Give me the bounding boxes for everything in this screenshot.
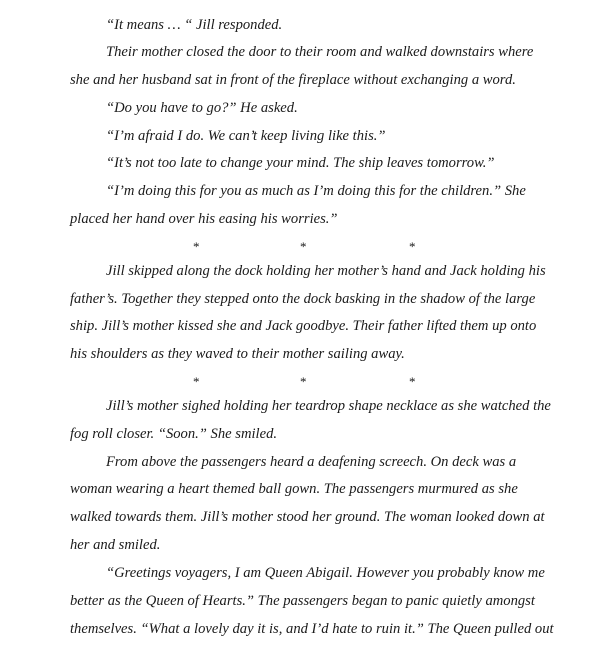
text-line: “Do you have to go?” He asked. (106, 100, 298, 116)
text-line: father’s. Together they stepped onto the dock basking in the shadow of the large (70, 291, 536, 307)
text-line: Their mother closed the door to their room and walked downstairs where (106, 44, 534, 60)
text-line: Jill’s mother sighed holding her teardrop shape necklace as she watched the (106, 398, 551, 414)
text-line: “It’s not too late to change your mind. The ship leaves tomorrow.” (106, 155, 495, 171)
scene-break-asterisk: * (409, 239, 416, 254)
text-line: placed her hand over his easing his worries.” (70, 211, 338, 227)
scene-break-asterisk: * (300, 239, 307, 254)
text-line: his shoulders as they waved to their mother sailing away. (70, 346, 405, 362)
text-line: fog roll closer. “Soon.” She smiled. (70, 426, 278, 442)
text-line: “Greetings voyagers, I am Queen Abigail. However you probably know me (106, 565, 545, 581)
text-line: better as the Queen of Hearts.” The passengers began to panic quietly amongst (70, 593, 535, 609)
text-line: “I’m doing this for you as much as I’m doing this for the children.” She (106, 183, 526, 199)
text-line: walked towards them. Jill’s mother stood her ground. The woman looked down at (70, 509, 545, 525)
text-line: her and smiled. (70, 537, 161, 553)
text-line: Jill skipped along the dock holding her mother’s hand and Jack holding his (106, 263, 546, 279)
text-line: themselves. “What a lovely day it is, and I’d hate to ruin it.” The Queen pulled out (70, 621, 554, 637)
text-line: From above the passengers heard a deafening screech. On deck was a (106, 454, 517, 470)
scene-break-asterisk: * (409, 374, 416, 389)
scene-break-asterisk: * (193, 374, 200, 389)
scene-break-asterisk: * (193, 239, 200, 254)
text-line: woman wearing a heart themed ball gown. The passengers murmured as she (70, 481, 518, 497)
text-line: “It means … “ Jill responded. (106, 17, 283, 33)
text-line: she and her husband sat in front of the fireplace without exchanging a word. (70, 72, 516, 88)
text-line: ship. Jill’s mother kissed she and Jack goodbye. Their father lifted them up onto (70, 318, 537, 334)
scene-break-asterisk: * (300, 374, 307, 389)
text-line: “I’m afraid I do. We can’t keep living like this.” (106, 128, 386, 144)
